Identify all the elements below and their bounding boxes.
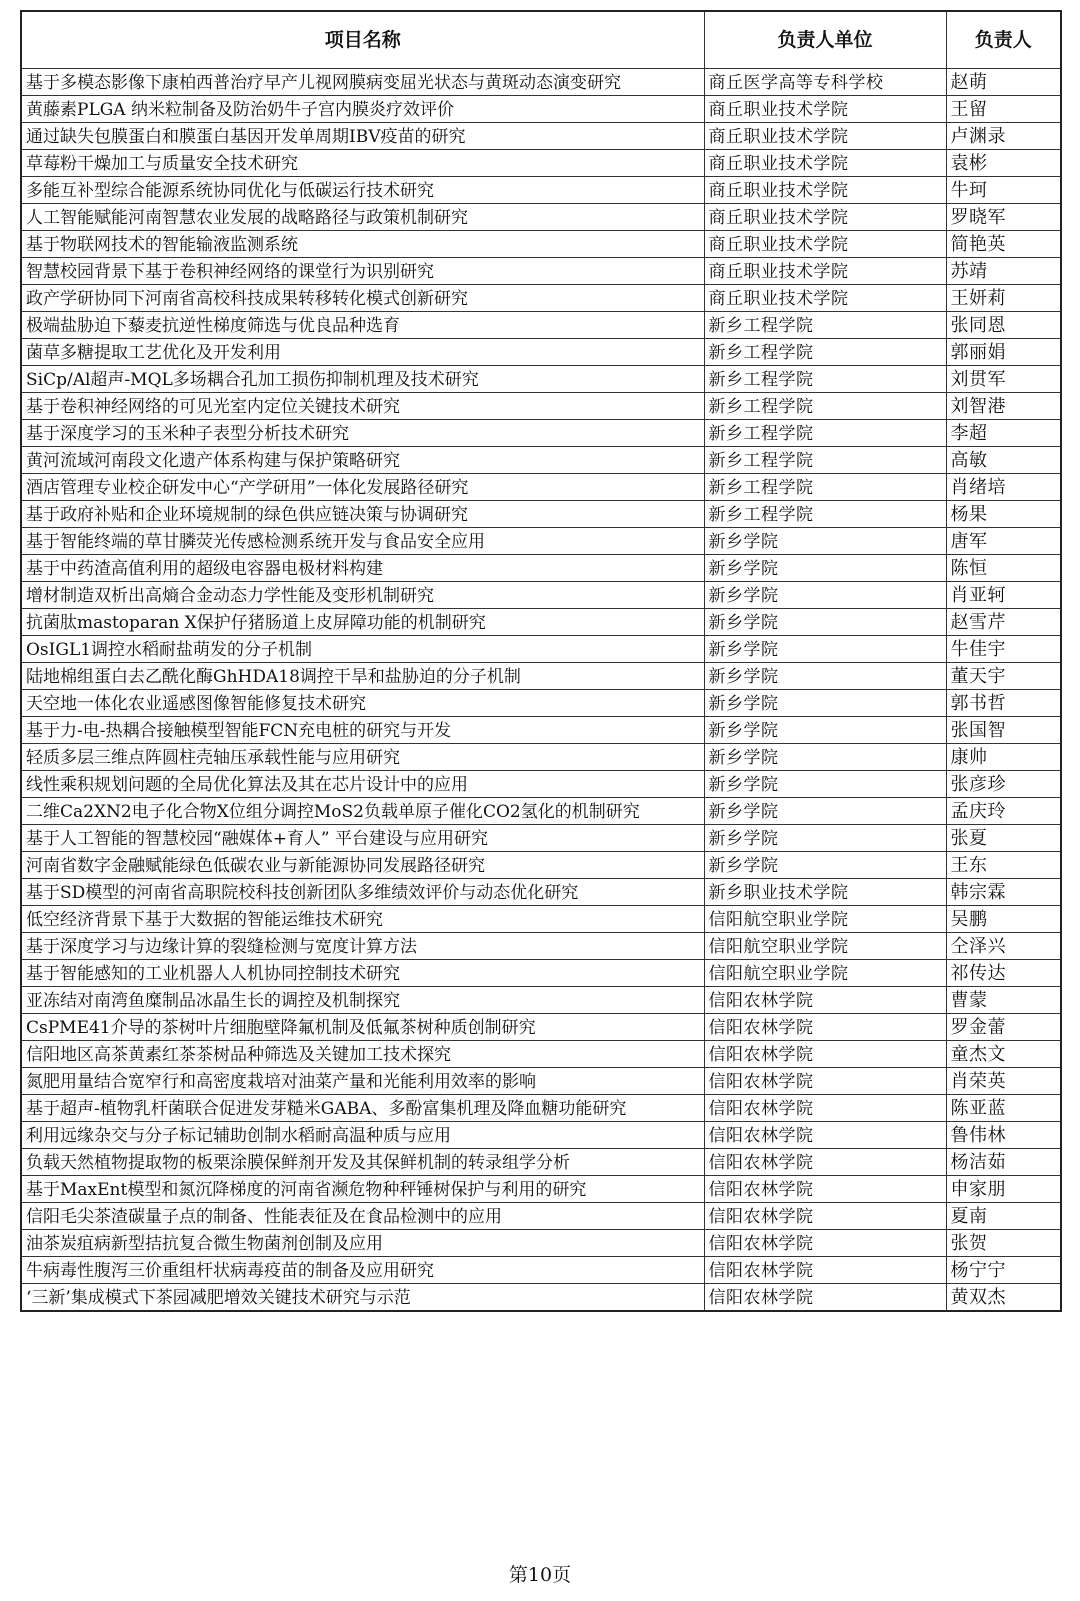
- responsible-person-cell: 黄双杰: [946, 1284, 1061, 1312]
- project-name-cell: 基于超声-植物乳杆菌联合促进发芽糙米GABA、多酚富集机理及降血糖功能研究: [21, 1095, 704, 1122]
- responsible-unit-cell: 信阳农林学院: [704, 1095, 946, 1122]
- table-row: [21, 933, 1061, 960]
- responsible-unit-cell: 新乡工程学院: [704, 501, 946, 528]
- responsible-unit-cell: 新乡学院: [704, 717, 946, 744]
- responsible-unit-cell: 信阳农林学院: [704, 1230, 946, 1257]
- project-name-cell: 陆地棉组蛋白去乙酰化酶GhHDA18调控干旱和盐胁迫的分子机制: [21, 663, 704, 690]
- responsible-person-cell: 牛佳宇: [946, 636, 1061, 663]
- table-row: [21, 1122, 1061, 1149]
- responsible-person-cell: 杨宁宁: [946, 1257, 1061, 1284]
- table-row: [21, 1230, 1061, 1257]
- project-name-cell: 基于深度学习与边缘计算的裂缝检测与宽度计算方法: [21, 933, 704, 960]
- project-name-cell: 信阳地区高茶黄素红茶茶树品种筛选及关键加工技术探究: [21, 1041, 704, 1068]
- project-name-cell: 基于力-电-热耦合接触模型智能FCN充电桩的研究与开发: [21, 717, 704, 744]
- table-row: [21, 258, 1061, 285]
- project-name-cell: 轻质多层三维点阵圆柱壳轴压承载性能与应用研究: [21, 744, 704, 771]
- responsible-unit-cell: 新乡工程学院: [704, 339, 946, 366]
- project-name-cell: 基于中药渣高值利用的超级电容器电极材料构建: [21, 555, 704, 582]
- project-name-cell: 基于MaxEnt模型和氮沉降梯度的河南省濒危物种秤锤树保护与利用的研究: [21, 1176, 704, 1203]
- table-row: [21, 636, 1061, 663]
- table-row: [21, 1068, 1061, 1095]
- table-row: [21, 528, 1061, 555]
- table-row: [21, 744, 1061, 771]
- table-row: [21, 825, 1061, 852]
- responsible-person-cell: 肖绪培: [946, 474, 1061, 501]
- project-name-cell: 草莓粉干燥加工与质量安全技术研究: [21, 150, 704, 177]
- responsible-person-cell: 仝泽兴: [946, 933, 1061, 960]
- table-row: [21, 1095, 1061, 1122]
- responsible-unit-cell: 商丘职业技术学院: [704, 177, 946, 204]
- responsible-unit-cell: 新乡学院: [704, 528, 946, 555]
- table-row: [21, 609, 1061, 636]
- responsible-person-cell: 康帅: [946, 744, 1061, 771]
- table-row: [21, 906, 1061, 933]
- project-name-cell: 亚冻结对南湾鱼糜制品冰晶生长的调控及机制探究: [21, 987, 704, 1014]
- responsible-unit-cell: 信阳航空职业学院: [704, 933, 946, 960]
- responsible-unit-cell: 商丘职业技术学院: [704, 231, 946, 258]
- responsible-person-cell: 唐军: [946, 528, 1061, 555]
- responsible-person-cell: 王留: [946, 96, 1061, 123]
- project-name-cell: 通过缺失包膜蛋白和膜蛋白基因开发单周期IBV疫苗的研究: [21, 123, 704, 150]
- responsible-person-cell: 肖亚轲: [946, 582, 1061, 609]
- responsible-person-cell: 夏南: [946, 1203, 1061, 1230]
- project-name-cell: 基于深度学习的玉米种子表型分析技术研究: [21, 420, 704, 447]
- table-row: [21, 771, 1061, 798]
- project-name-cell: 抗菌肽mastoparan X保护仔猪肠道上皮屏障功能的机制研究: [21, 609, 704, 636]
- project-name-cell: 基于SD模型的河南省高职院校科技创新团队多维绩效评价与动态优化研究: [21, 879, 704, 906]
- table-row: [21, 69, 1061, 96]
- page-number: 第10页: [508, 1564, 572, 1586]
- responsible-person-cell: 陈亚蓝: [946, 1095, 1061, 1122]
- table-body: [21, 69, 1061, 1312]
- table-row: [21, 1203, 1061, 1230]
- table-header-row: [21, 11, 1061, 69]
- responsible-unit-cell: 新乡工程学院: [704, 420, 946, 447]
- table-row: [21, 96, 1061, 123]
- responsible-unit-cell: 新乡学院: [704, 690, 946, 717]
- project-name-cell: 极端盐胁迫下藜麦抗逆性梯度筛选与优良品种选育: [21, 312, 704, 339]
- responsible-person-cell: 董天宇: [946, 663, 1061, 690]
- project-name-cell: 基于智能终端的草甘膦荧光传感检测系统开发与食品安全应用: [21, 528, 704, 555]
- project-name-cell: 信阳毛尖茶渣碳量子点的制备、性能表征及在食品检测中的应用: [21, 1203, 704, 1230]
- responsible-person-cell: 郭丽娟: [946, 339, 1061, 366]
- responsible-person-cell: 王东: [946, 852, 1061, 879]
- header-project-name: 项目名称: [21, 11, 704, 69]
- responsible-unit-cell: 信阳农林学院: [704, 1203, 946, 1230]
- responsible-unit-cell: 新乡学院: [704, 825, 946, 852]
- responsible-person-cell: 张夏: [946, 825, 1061, 852]
- project-name-cell: OsIGL1调控水稻耐盐萌发的分子机制: [21, 636, 704, 663]
- project-name-cell: 基于政府补贴和企业环境规制的绿色供应链决策与协调研究: [21, 501, 704, 528]
- project-name-cell: CsPME41介导的茶树叶片细胞壁降氟机制及低氟茶树种质创制研究: [21, 1014, 704, 1041]
- responsible-person-cell: 张贺: [946, 1230, 1061, 1257]
- table-row: [21, 879, 1061, 906]
- responsible-person-cell: 赵雪芹: [946, 609, 1061, 636]
- table-row: [21, 1041, 1061, 1068]
- project-name-cell: 基于人工智能的智慧校园“融媒体+育人” 平台建设与应用研究: [21, 825, 704, 852]
- responsible-person-cell: 罗金蕾: [946, 1014, 1061, 1041]
- responsible-person-cell: 苏靖: [946, 258, 1061, 285]
- table-row: [21, 501, 1061, 528]
- responsible-unit-cell: 商丘职业技术学院: [704, 96, 946, 123]
- responsible-person-cell: 韩宗霖: [946, 879, 1061, 906]
- table-row: [21, 231, 1061, 258]
- responsible-person-cell: 郭书哲: [946, 690, 1061, 717]
- responsible-unit-cell: 信阳农林学院: [704, 1149, 946, 1176]
- responsible-unit-cell: 商丘职业技术学院: [704, 150, 946, 177]
- project-name-cell: 牛病毒性腹泻三价重组杆状病毒疫苗的制备及应用研究: [21, 1257, 704, 1284]
- project-name-cell: 黄藤素PLGA 纳米粒制备及防治奶牛子宫内膜炎疗效评价: [21, 96, 704, 123]
- responsible-unit-cell: 新乡学院: [704, 852, 946, 879]
- table-row: [21, 690, 1061, 717]
- responsible-unit-cell: 信阳农林学院: [704, 1014, 946, 1041]
- responsible-person-cell: 杨果: [946, 501, 1061, 528]
- project-name-cell: 增材制造双析出高熵合金动态力学性能及变形机制研究: [21, 582, 704, 609]
- table-row: [21, 123, 1061, 150]
- responsible-unit-cell: 信阳农林学院: [704, 1068, 946, 1095]
- responsible-unit-cell: 新乡工程学院: [704, 312, 946, 339]
- table-row: [21, 420, 1061, 447]
- responsible-unit-cell: 信阳农林学院: [704, 1257, 946, 1284]
- project-name-cell: 负载天然植物提取物的板栗涂膜保鲜剂开发及其保鲜机制的转录组学分析: [21, 1149, 704, 1176]
- responsible-person-cell: 张国智: [946, 717, 1061, 744]
- responsible-person-cell: 吴鹏: [946, 906, 1061, 933]
- responsible-unit-cell: 信阳农林学院: [704, 987, 946, 1014]
- responsible-person-cell: 孟庆玲: [946, 798, 1061, 825]
- responsible-person-cell: 简艳英: [946, 231, 1061, 258]
- responsible-unit-cell: 商丘医学高等专科学校: [704, 69, 946, 96]
- table-row: [21, 366, 1061, 393]
- table-row: [21, 204, 1061, 231]
- responsible-person-cell: 牛珂: [946, 177, 1061, 204]
- responsible-person-cell: 鲁伟林: [946, 1122, 1061, 1149]
- responsible-person-cell: 杨洁茹: [946, 1149, 1061, 1176]
- table-row: [21, 312, 1061, 339]
- responsible-person-cell: 刘贯军: [946, 366, 1061, 393]
- responsible-person-cell: 罗晓军: [946, 204, 1061, 231]
- project-name-cell: 河南省数字金融赋能绿色低碳农业与新能源协同发展路径研究: [21, 852, 704, 879]
- project-name-cell: 氮肥用量结合宽窄行和高密度栽培对油菜产量和光能利用效率的影响: [21, 1068, 704, 1095]
- responsible-person-cell: 李超: [946, 420, 1061, 447]
- responsible-unit-cell: 信阳航空职业学院: [704, 906, 946, 933]
- project-name-cell: 油茶炭疽病新型拮抗复合微生物菌剂创制及应用: [21, 1230, 704, 1257]
- responsible-unit-cell: 信阳农林学院: [704, 1041, 946, 1068]
- table-row: [21, 1149, 1061, 1176]
- responsible-person-cell: 曹蒙: [946, 987, 1061, 1014]
- responsible-person-cell: 卢渊录: [946, 123, 1061, 150]
- table-row: [21, 1014, 1061, 1041]
- responsible-person-cell: 赵萌: [946, 69, 1061, 96]
- table-row: [21, 663, 1061, 690]
- project-name-cell: 基于多模态影像下康柏西普治疗早产儿视网膜病变屈光状态与黄斑动态演变研究: [21, 69, 704, 96]
- project-name-cell: ‘三新’集成模式下茶园减肥增效关键技术研究与示范: [21, 1284, 704, 1312]
- responsible-unit-cell: 商丘职业技术学院: [704, 258, 946, 285]
- header-responsible-person: 负责人: [946, 11, 1061, 69]
- table-row: [21, 177, 1061, 204]
- responsible-unit-cell: 商丘职业技术学院: [704, 285, 946, 312]
- responsible-person-cell: 张同恩: [946, 312, 1061, 339]
- responsible-person-cell: 申家朋: [946, 1176, 1061, 1203]
- responsible-unit-cell: 新乡学院: [704, 771, 946, 798]
- responsible-unit-cell: 新乡学院: [704, 555, 946, 582]
- table-row: [21, 717, 1061, 744]
- table-row: [21, 150, 1061, 177]
- responsible-unit-cell: 新乡工程学院: [704, 366, 946, 393]
- project-table: [20, 10, 1062, 1312]
- responsible-unit-cell: 新乡学院: [704, 609, 946, 636]
- project-name-cell: SiCp/Al超声-MQL多场耦合孔加工损伤抑制机理及技术研究: [21, 366, 704, 393]
- responsible-person-cell: 祁传达: [946, 960, 1061, 987]
- responsible-person-cell: 高敏: [946, 447, 1061, 474]
- project-name-cell: 基于卷积神经网络的可见光室内定位关键技术研究: [21, 393, 704, 420]
- responsible-unit-cell: 新乡工程学院: [704, 474, 946, 501]
- table-row: [21, 960, 1061, 987]
- project-name-cell: 低空经济背景下基于大数据的智能运维技术研究: [21, 906, 704, 933]
- table-row: [21, 555, 1061, 582]
- table-row: [21, 1284, 1061, 1312]
- responsible-unit-cell: 商丘职业技术学院: [704, 123, 946, 150]
- project-name-cell: 黄河流域河南段文化遗产体系构建与保护策略研究: [21, 447, 704, 474]
- project-name-cell: 利用远缘杂交与分子标记辅助创制水稻耐高温种质与应用: [21, 1122, 704, 1149]
- responsible-unit-cell: 新乡学院: [704, 636, 946, 663]
- table-row: [21, 798, 1061, 825]
- project-name-cell: 人工智能赋能河南智慧农业发展的战略路径与政策机制研究: [21, 204, 704, 231]
- project-name-cell: 基于物联网技术的智能输液监测系统: [21, 231, 704, 258]
- table-row: [21, 447, 1061, 474]
- responsible-unit-cell: 商丘职业技术学院: [704, 204, 946, 231]
- table-row: [21, 474, 1061, 501]
- responsible-person-cell: 王妍莉: [946, 285, 1061, 312]
- responsible-unit-cell: 信阳农林学院: [704, 1122, 946, 1149]
- table-row: [21, 285, 1061, 312]
- responsible-unit-cell: 新乡学院: [704, 744, 946, 771]
- header-responsible-unit: 负责人单位: [704, 11, 946, 69]
- responsible-unit-cell: 新乡工程学院: [704, 447, 946, 474]
- responsible-person-cell: 张彦珍: [946, 771, 1061, 798]
- table-row: [21, 987, 1061, 1014]
- project-name-cell: 酒店管理专业校企研发中心“产学研用”一体化发展路径研究: [21, 474, 704, 501]
- responsible-person-cell: 袁彬: [946, 150, 1061, 177]
- responsible-person-cell: 陈恒: [946, 555, 1061, 582]
- project-name-cell: 智慧校园背景下基于卷积神经网络的课堂行为识别研究: [21, 258, 704, 285]
- responsible-unit-cell: 新乡学院: [704, 663, 946, 690]
- responsible-unit-cell: 新乡工程学院: [704, 393, 946, 420]
- table-row: [21, 393, 1061, 420]
- responsible-person-cell: 肖荣英: [946, 1068, 1061, 1095]
- project-name-cell: 多能互补型综合能源系统协同优化与低碳运行技术研究: [21, 177, 704, 204]
- table-row: [21, 339, 1061, 366]
- responsible-unit-cell: 新乡职业技术学院: [704, 879, 946, 906]
- project-name-cell: 二维Ca2XN2电子化合物X位组分调控MoS2负载单原子催化CO2氢化的机制研究: [21, 798, 704, 825]
- responsible-unit-cell: 信阳农林学院: [704, 1284, 946, 1312]
- responsible-unit-cell: 新乡学院: [704, 798, 946, 825]
- project-name-cell: 线性乘积规划问题的全局优化算法及其在芯片设计中的应用: [21, 771, 704, 798]
- responsible-unit-cell: 新乡学院: [704, 582, 946, 609]
- responsible-person-cell: 刘智港: [946, 393, 1061, 420]
- table-row: [21, 852, 1061, 879]
- project-name-cell: 政产学研协同下河南省高校科技成果转移转化模式创新研究: [21, 285, 704, 312]
- responsible-unit-cell: 信阳农林学院: [704, 1176, 946, 1203]
- project-name-cell: 菌草多糖提取工艺优化及开发利用: [21, 339, 704, 366]
- project-name-cell: 基于智能感知的工业机器人人机协同控制技术研究: [21, 960, 704, 987]
- table-row: [21, 1257, 1061, 1284]
- table-row: [21, 582, 1061, 609]
- table-row: [21, 1176, 1061, 1203]
- responsible-person-cell: 童杰文: [946, 1041, 1061, 1068]
- project-name-cell: 天空地一体化农业遥感图像智能修复技术研究: [21, 690, 704, 717]
- responsible-unit-cell: 信阳航空职业学院: [704, 960, 946, 987]
